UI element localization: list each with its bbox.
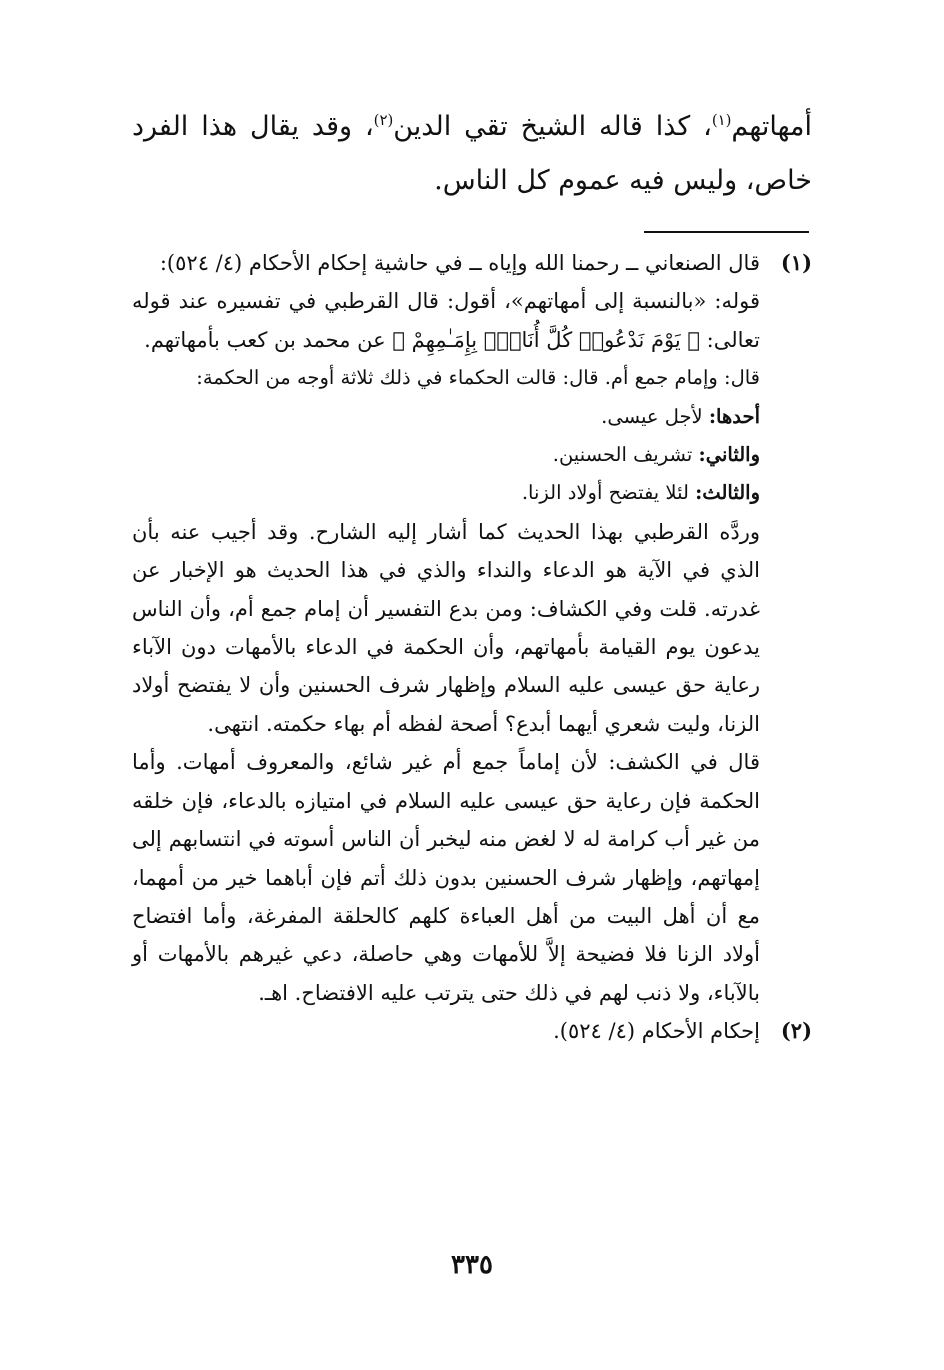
page-number: ٣٣٥ <box>451 1250 493 1280</box>
main-text <box>132 100 812 208</box>
main-line1-b: ، كذا قاله الشيخ تقي الدين <box>393 111 712 142</box>
main-line1-c: ، وقد يقال هذا الفرد <box>132 111 374 142</box>
second-text: تشريف الحسنين. <box>552 443 699 467</box>
footnote-2 <box>132 1012 812 1050</box>
footnote-1-quote-a: قوله: «بالنسبة إلى أمهاتهم»، أقول: قال القرطبي في تفسيره عند قوله <box>132 289 760 314</box>
main-line2: خاص، وليس فيه عموم كل الناس. <box>434 165 812 196</box>
footnote-ref-2[interactable]: (٢) <box>373 111 394 129</box>
footnote-1-second <box>132 436 760 474</box>
second-label: والثاني: <box>698 443 760 467</box>
third-label: والثالث: <box>695 481 760 505</box>
first-text: لأجل عيسى. <box>601 404 709 428</box>
footnote-separator <box>644 231 809 233</box>
first-label: أحدها: <box>708 404 760 428</box>
footnote-2-text: إحكام الأحكام (٤/ ٥٢٤). <box>553 1019 760 1044</box>
footnote-1-quote-b: تعالى: ﴿ يَوْمَ نَدْعُوا۟ كُلَّ أُنَاسٍۭ بِإِمَـٰمِهِمْ ﴾ عن محمد بن كعب بأمهاتهم. <box>144 327 760 352</box>
main-line1-a: أمهاتهم <box>731 111 812 142</box>
footnote-ref-1[interactable]: (١) <box>711 111 732 129</box>
footnote-1-qurtubi: قال: وإمام جمع أم. قال: قالت الحكماء في ذلك ثلاثة أوجه من الحكمة: <box>196 366 760 390</box>
footnote-1-third <box>132 474 760 512</box>
main-paragraph <box>132 100 812 208</box>
footnote-1-first <box>132 398 760 436</box>
footnotes <box>132 244 812 1051</box>
footnote-number-2: (٢) <box>780 1018 812 1044</box>
footnote-1-body-2: قال في الكشف: لأن إماماً جمع أم غير شائع، والمعروف أمهات. وأما الحكمة فإن رعاية حق عيسى عليه السلام في امتيازه بالدعاء، فإن خلقه من غير أب كرامة له لا لغض منه ليخبر أن الناس أسوته في انتسابهم إلى إمهاتهم، وإظهار شرف الحسنين بدون ذلك أتم فإن أباهما خير من أمهما، مع أن أهل البيت من أهل العباءة كلهم كالحلقة المفرغة، وأما افتضاح أولاد الزنا فلا فضيحة إلاَّ للأمهات وهي حاصلة، دعي غيرهم بالأمهات أو بالآباء، ولا ذنب لهم في ذلك حتى يترتب عليه الافتضاح. اهـ. <box>132 750 760 1005</box>
footnote-1 <box>132 244 812 1012</box>
footnote-1-quote <box>132 282 760 359</box>
footnote-1-body-1: وردَّه القرطبي بهذا الحديث كما أشار إليه الشارح. وقد أجيب عنه بأن الذي في الآية هو الدعاء والنداء والذي في هذا الحديث هو الإخبار عن غدرته. قلت وفي الكشاف: ومن بدع التفسير أن إمام جمع أم، وأن الناس يدعون يوم القيامة بأمهاتهم، وأن الحكمة في الدعاء بالأمهات دون الآباء رعاية حق عيسى عليه السلام وإظهار شرف الحسنين وأن لا يفتضح أولاد الزنا، وليت شعري أيهما أبدع؟ أصحة لفظه أم بهاء حكمته. انتهى. <box>132 519 760 736</box>
footnote-number-1: (١) <box>780 250 812 275</box>
footnote-1-intro: قال الصنعاني ــ رحمنا الله وإياه ــ في حاشية إحكام الأحكام (٤/ ٥٢٤): <box>159 251 760 275</box>
third-text: لئلا يفتضح أولاد الزنا. <box>521 481 696 505</box>
